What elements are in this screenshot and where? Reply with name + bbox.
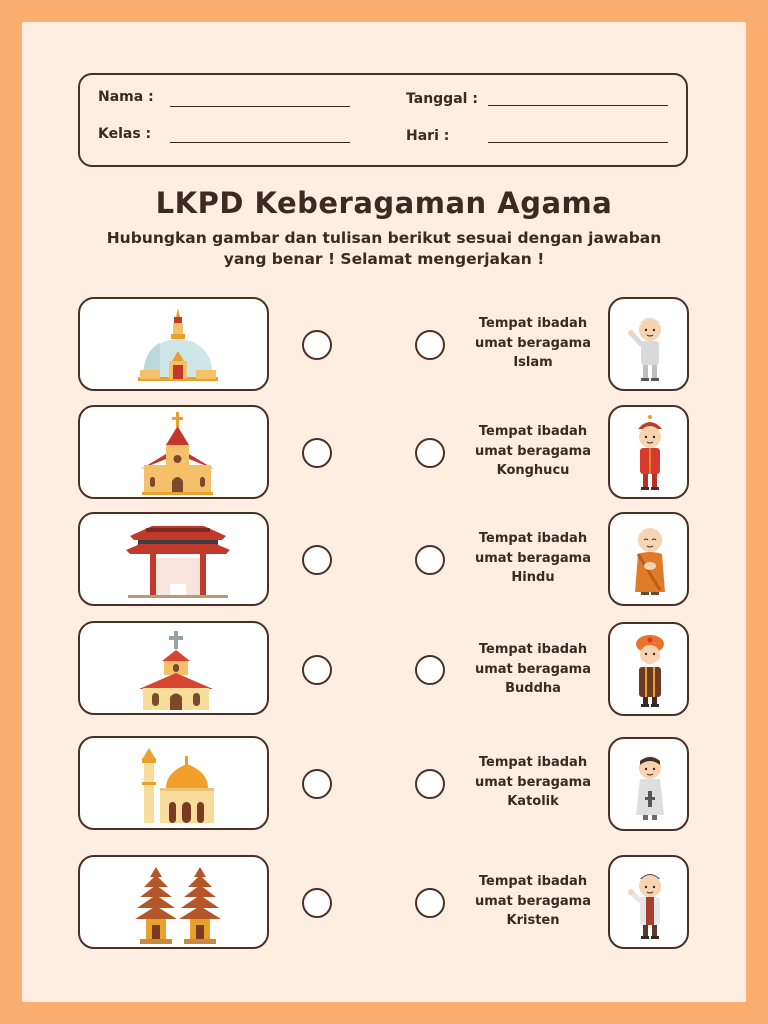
class-field[interactable] (170, 142, 350, 143)
match-dot-left-2[interactable] (302, 438, 332, 468)
chinese-boy-icon (610, 407, 691, 501)
date-field[interactable] (488, 105, 668, 106)
chinese-temple-icon (80, 514, 271, 608)
name-label: Nama : (98, 89, 154, 105)
match-dot-left-1[interactable] (302, 330, 332, 360)
match-dot-left-3[interactable] (302, 545, 332, 575)
day-label: Hari : (406, 128, 450, 144)
match-dot-left-6[interactable] (302, 888, 332, 918)
match-dot-left-5[interactable] (302, 769, 332, 799)
date-label: Tanggal : (406, 91, 478, 107)
church-icon (80, 623, 271, 717)
class-label: Kelas : (98, 126, 152, 142)
image-box-chinese-temple[interactable] (78, 512, 269, 606)
person-box-muslim[interactable] (608, 297, 689, 391)
catholic-boy-icon (610, 739, 691, 833)
label-konghucu: Tempat ibadah umat beragama Konghucu (474, 424, 592, 478)
person-box-catholic[interactable] (608, 737, 689, 831)
match-dot-right-6[interactable] (415, 888, 445, 918)
hindu-man-icon (610, 624, 691, 718)
match-dot-right-3[interactable] (415, 545, 445, 575)
image-box-stupa[interactable] (78, 297, 269, 391)
instruction-line-1: Hubungkan gambar dan tulisan berikut sesuai dengan jawaban (106, 229, 662, 247)
christian-boy-icon (610, 857, 691, 951)
label-katolik: Tempat ibadah umat beragama Katolik (474, 755, 592, 809)
match-dot-right-1[interactable] (415, 330, 445, 360)
label-buddha: Tempat ibadah umat beragama Buddha (474, 642, 592, 696)
person-box-hindu[interactable] (608, 622, 689, 716)
match-dot-right-4[interactable] (415, 655, 445, 685)
image-box-mosque[interactable] (78, 736, 269, 830)
day-field[interactable] (488, 142, 668, 143)
image-box-cathedral[interactable] (78, 405, 269, 499)
mosque-icon (80, 738, 271, 832)
cathedral-icon (80, 407, 271, 501)
image-box-church[interactable] (78, 621, 269, 715)
instruction-line-2: yang benar ! Selamat mengerjakan ! (223, 250, 545, 268)
muslim-boy-icon (610, 299, 691, 393)
match-dot-right-2[interactable] (415, 438, 445, 468)
buddhist-monk-icon (610, 514, 691, 608)
image-box-pura[interactable] (78, 855, 269, 949)
person-box-monk[interactable] (608, 512, 689, 606)
student-info-box (78, 73, 688, 167)
person-box-christian[interactable] (608, 855, 689, 949)
page-title: LKPD Keberagaman Agama (155, 186, 613, 220)
match-dot-left-4[interactable] (302, 655, 332, 685)
name-field[interactable] (170, 106, 350, 107)
label-hindu: Tempat ibadah umat beragama Hindu (474, 531, 592, 585)
match-dot-right-5[interactable] (415, 769, 445, 799)
label-islam: Tempat ibadah umat beragama Islam (474, 316, 592, 370)
label-kristen: Tempat ibadah umat beragama Kristen (474, 874, 592, 928)
pura-meru-icon (80, 857, 271, 951)
stupa-icon (80, 299, 271, 393)
person-box-chinese[interactable] (608, 405, 689, 499)
instruction-text (90, 228, 678, 270)
